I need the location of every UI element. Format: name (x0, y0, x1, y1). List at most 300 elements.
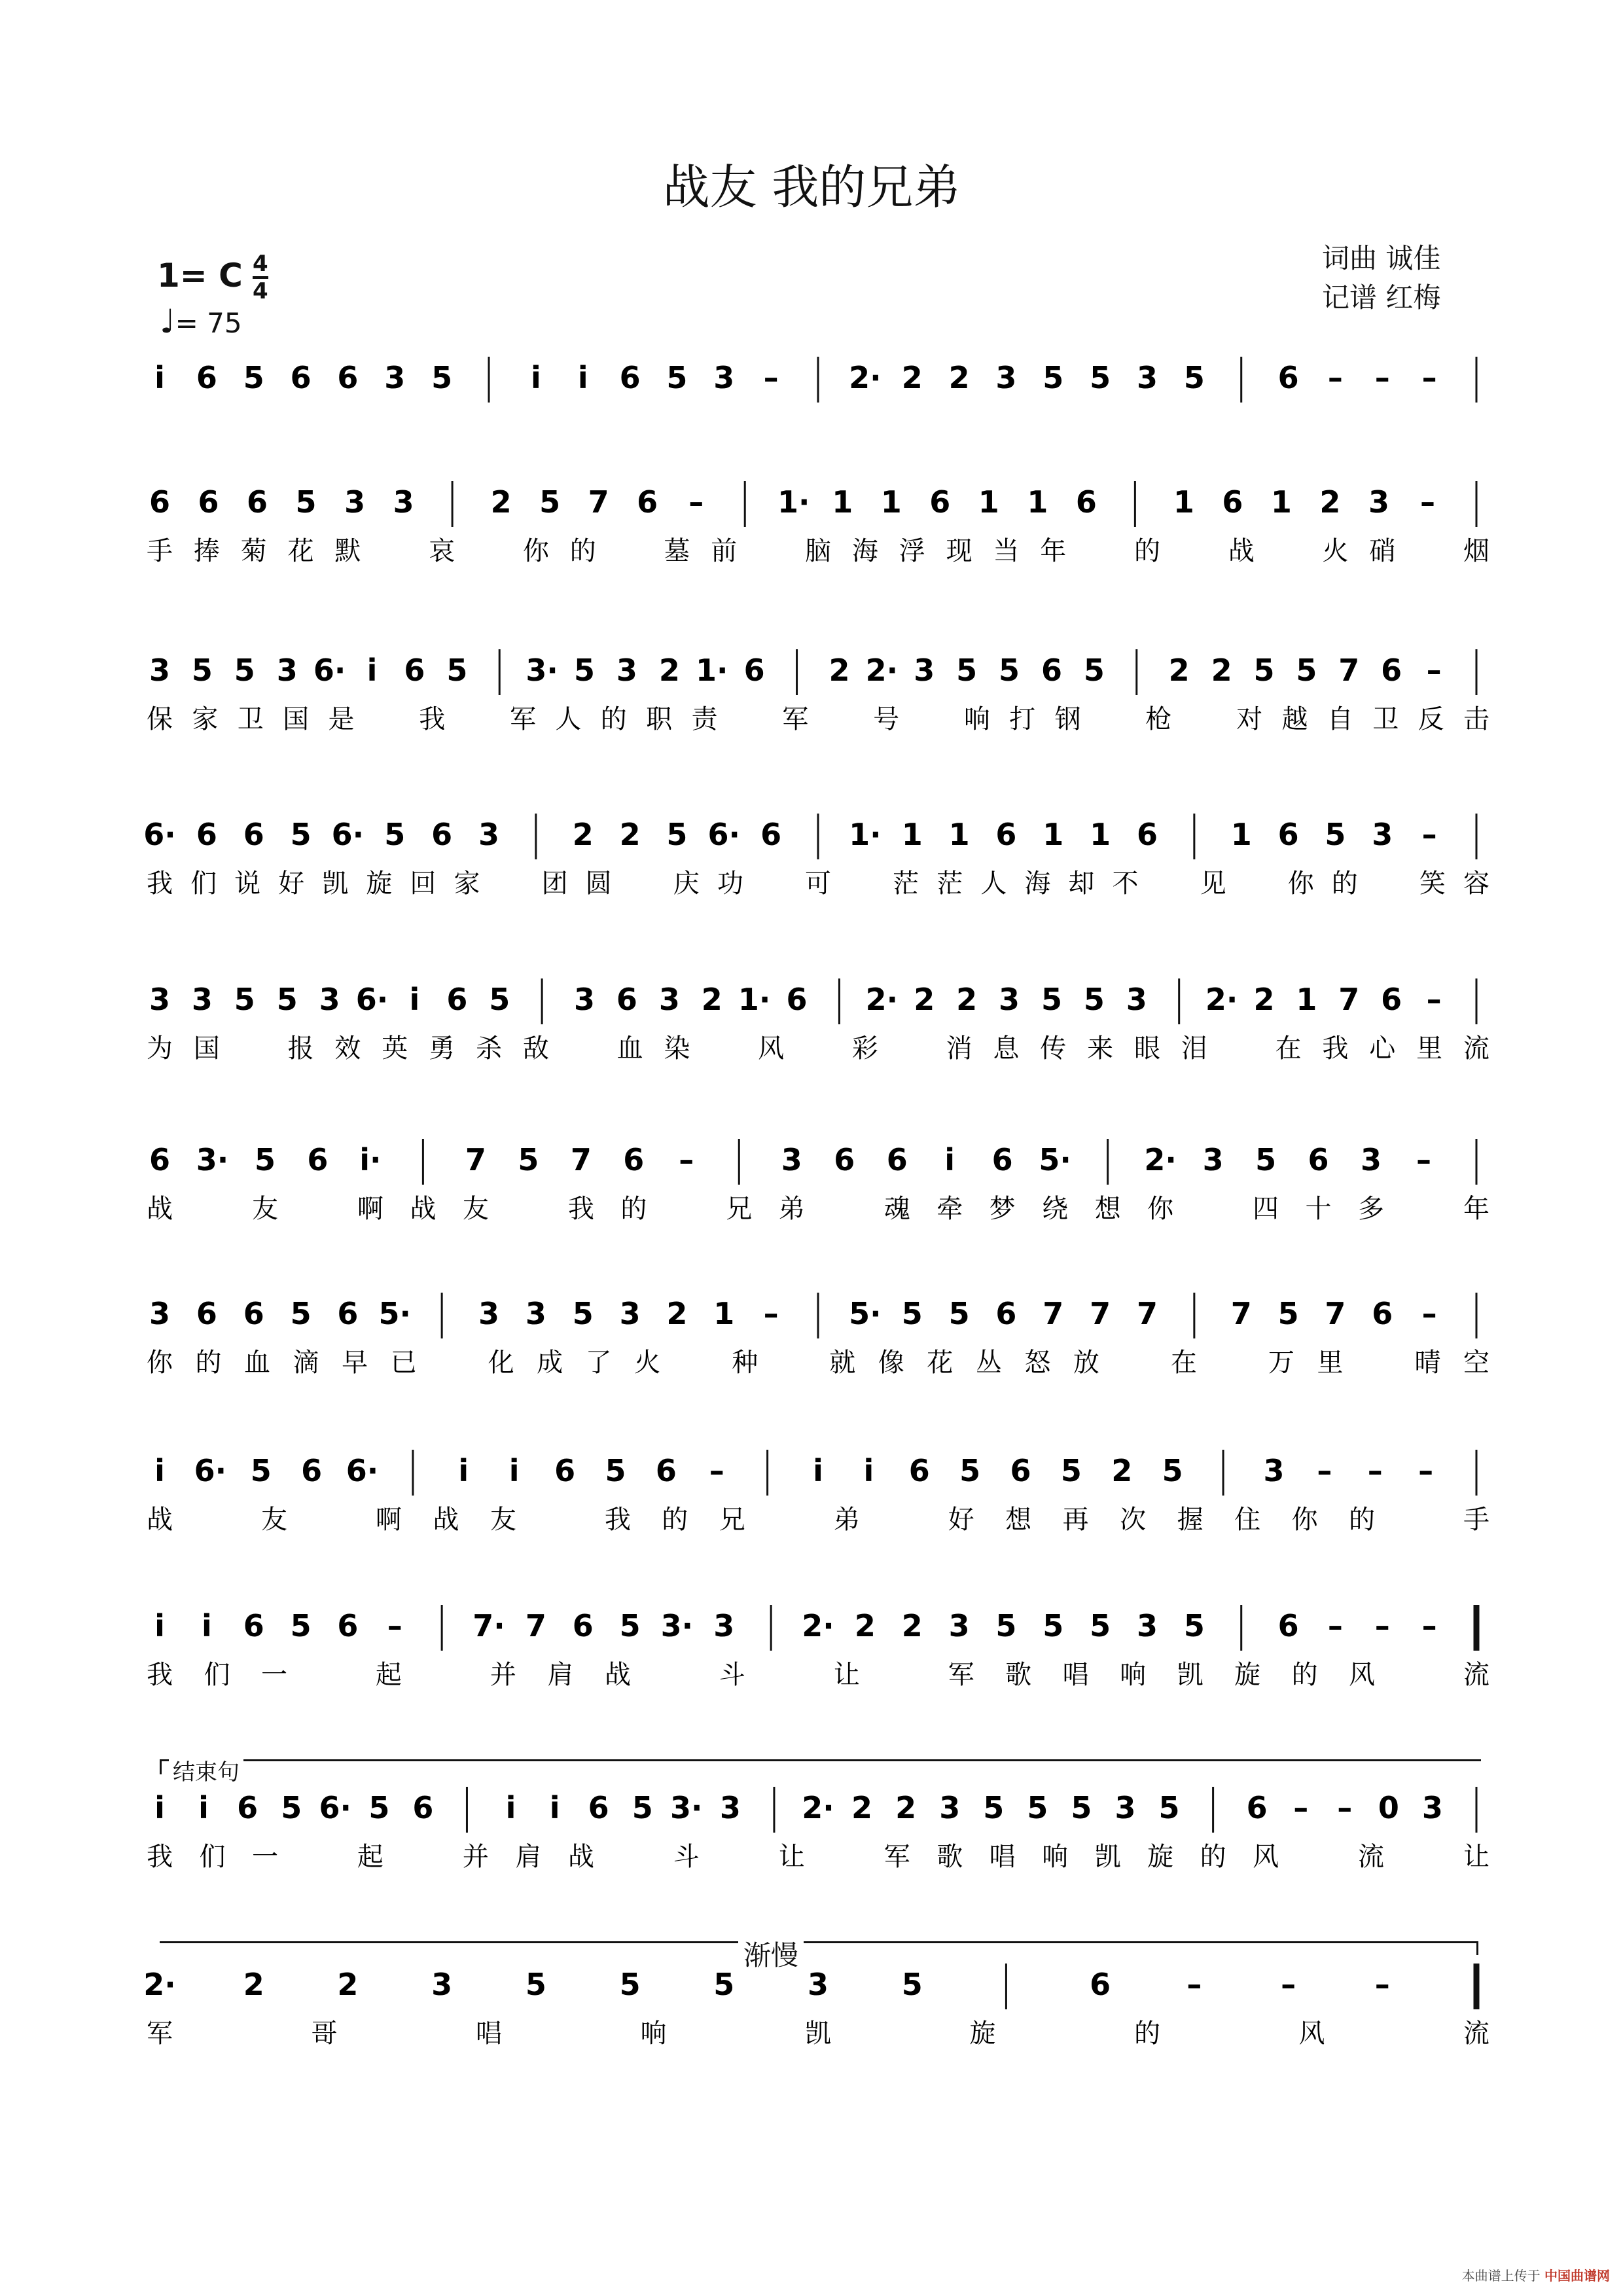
lyric-char: 对 (1236, 704, 1263, 734)
note-token: 6 (1222, 484, 1243, 520)
footer-text: 本曲谱上传于 (1461, 2268, 1541, 2284)
note-token: i (154, 1790, 165, 1825)
note-token: 5 (539, 484, 561, 520)
lyric-char: 反 (1418, 704, 1444, 734)
note-token: 6 (1277, 817, 1299, 852)
note-token: 2 (243, 1967, 264, 2002)
lyric-char: 就 (829, 1348, 856, 1378)
lyric-char: 眼 (1134, 1033, 1160, 1064)
lyric-char: 泪 (1181, 1033, 1207, 1064)
score-system (147, 1139, 1489, 1224)
note-token: 5 (234, 982, 255, 1017)
lyric-char: 捧 (193, 536, 220, 566)
note-token: 6 (1090, 1967, 1111, 2002)
score-system (154, 357, 1476, 403)
lyric-char: 唱 (476, 2018, 502, 2049)
note-token: 3 (658, 982, 680, 1017)
note-token: 1 (978, 484, 999, 520)
lyric-char: 军 (948, 1660, 974, 1690)
lyric-char: 丛 (975, 1348, 1002, 1378)
lyric-char: 响 (963, 704, 990, 734)
lyric-char: 响 (640, 2018, 667, 2049)
lyric-char: 并 (462, 1842, 489, 1872)
note-token: 2 (1253, 982, 1275, 1017)
note-token: 5 (290, 817, 312, 852)
note-token: 3 (713, 360, 735, 395)
page-footer (1462, 2265, 1610, 2284)
note-token: 5 (368, 1790, 390, 1825)
note-token: 5 (713, 1967, 735, 2002)
lyric-char: 我 (419, 704, 446, 734)
lyric-char: 唱 (989, 1842, 1016, 1872)
note-token: 5 (431, 360, 453, 395)
note-token: i (458, 1453, 469, 1488)
lyric-char: 号 (873, 704, 900, 734)
lyric-char: 好 (278, 869, 305, 899)
note-token: 5 (1043, 360, 1064, 395)
lyric-char: 英 (382, 1033, 408, 1064)
lyric-char: 消 (946, 1033, 972, 1064)
lyric-char: 可 (805, 869, 831, 899)
note-token: 6 (1277, 360, 1299, 395)
note-token: 1 (1296, 982, 1317, 1017)
lyric-char: 化 (488, 1348, 514, 1378)
lyric-char: 职 (646, 704, 673, 734)
note-token: 3 (914, 653, 935, 688)
lyric-char: 的 (569, 536, 596, 566)
lyric-char: 们 (199, 1842, 226, 1872)
note-token: 6 (1381, 982, 1402, 1017)
lyric-char: 传 (1040, 1033, 1067, 1064)
lyric-char: 军 (147, 2018, 173, 2049)
note-token: 3 (149, 1296, 171, 1331)
note-token: 2 (1168, 653, 1190, 688)
note-token: 5 (999, 653, 1020, 688)
note-token: 5 (384, 817, 406, 852)
note-token: – (1293, 1790, 1309, 1825)
lyric-char: 国 (283, 704, 310, 734)
lyric-char: 你 (1147, 1194, 1174, 1224)
note-token: 6· (355, 982, 389, 1017)
note-token: 2 (658, 653, 680, 688)
note-token: 3 (478, 817, 500, 852)
lyric-char: 风 (1253, 1842, 1279, 1872)
note-token: 6 (243, 1296, 264, 1331)
note-token: 6 (198, 484, 219, 520)
lyric-char: 勇 (429, 1033, 455, 1064)
note-token: 6 (1075, 484, 1097, 520)
lyric-char: 我 (147, 1660, 173, 1690)
note-token: 5 (995, 1608, 1017, 1643)
note-token: 6 (307, 1142, 329, 1177)
note-token: 3 (1136, 360, 1158, 395)
lyric-char: 哀 (429, 536, 455, 566)
lyric-char: 人 (980, 869, 1007, 899)
lyric-char: 放 (1073, 1348, 1099, 1378)
note-token: 5 (1083, 982, 1105, 1017)
site-logo: 中国曲谱网 (1544, 2268, 1610, 2284)
note-token: 5 (1183, 360, 1205, 395)
note-token: 6 (412, 1790, 434, 1825)
lyric-char: 们 (204, 1660, 230, 1690)
lyric-char: 凯 (805, 2018, 831, 2049)
note-token: 1 (1230, 817, 1252, 852)
note-token: 1· (695, 653, 728, 688)
note-token: 6 (1041, 653, 1062, 688)
note-token: 5 (281, 1790, 302, 1825)
lyric-char: 梦 (989, 1194, 1016, 1224)
note-token: 2 (337, 1967, 359, 2002)
lyric-char: 的 (1200, 1842, 1226, 1872)
note-token: 3 (478, 1296, 500, 1331)
note-token: 6 (743, 653, 765, 688)
note-token: 7 (1338, 982, 1360, 1017)
note-token: 7 (525, 1608, 546, 1643)
note-token: 5 (250, 1453, 272, 1488)
note-token: 3 (995, 360, 1017, 395)
note-token: 2 (829, 653, 850, 688)
note-token: 5 (1041, 982, 1062, 1017)
lyric-char: 歌 (936, 1842, 963, 1872)
note-token: 6 (588, 1790, 609, 1825)
lyric-char: 我 (147, 869, 173, 899)
note-token: 3 (149, 653, 171, 688)
ritardando-label: 渐慢 (738, 1934, 804, 1973)
lyric-char: 握 (1177, 1505, 1204, 1535)
lyric-char: 战 (433, 1505, 459, 1535)
lyric-char: 血 (244, 1348, 271, 1378)
note-token: – (763, 360, 779, 395)
note-token: i (201, 1608, 212, 1643)
lyric-char: 的 (1134, 536, 1160, 566)
lyric-char: 弟 (778, 1194, 805, 1224)
note-token: 2 (1111, 1453, 1133, 1488)
note-token: 6 (1277, 1608, 1299, 1643)
lyric-char: 让 (833, 1660, 860, 1690)
lyric-char: 手 (147, 536, 173, 566)
ending-section-bracket (160, 1759, 1481, 1774)
note-token: 3 (1421, 1790, 1443, 1825)
lyric-char: 敌 (522, 1033, 549, 1064)
note-token: 6 (929, 484, 951, 520)
lyric-char: 好 (948, 1505, 974, 1535)
note-token: 7· (473, 1608, 505, 1643)
note-token: 6 (237, 1790, 259, 1825)
note-token: i· (359, 1142, 382, 1177)
lyric-char: 让 (1463, 1842, 1489, 1872)
lyric-char: 的 (620, 1194, 647, 1224)
lyric-char: 起 (375, 1660, 402, 1690)
note-token: 6 (301, 1453, 323, 1488)
note-token: 3 (1115, 1790, 1136, 1825)
note-token: i (154, 1608, 165, 1643)
note-token: 3· (196, 1142, 229, 1177)
note-token: 5 (295, 484, 317, 520)
note-token: 3 (1263, 1453, 1285, 1488)
note-token: 7 (465, 1142, 486, 1177)
lyric-char: 肩 (515, 1842, 542, 1872)
note-token: 6 (446, 982, 468, 1017)
lyric-char: 笑 (1419, 869, 1446, 899)
lyric-char: 战 (567, 1842, 594, 1872)
lyric-char: 茫 (893, 869, 919, 899)
note-token: 3· (670, 1790, 703, 1825)
note-token: 6· (194, 1453, 227, 1488)
lyric-char: 晴 (1414, 1348, 1441, 1378)
lyric-char: 让 (778, 1842, 805, 1872)
note-token: 1 (832, 484, 853, 520)
lyric-char: 了 (585, 1348, 612, 1378)
lyric-char: 像 (878, 1348, 904, 1378)
ritardando-bracket (160, 1941, 1478, 1955)
note-token: 2 (956, 982, 978, 1017)
lyric-char: 你 (1287, 869, 1314, 899)
note-token: i (505, 1790, 516, 1825)
score-system (147, 1605, 1489, 1690)
note-token: 6 (908, 1453, 930, 1488)
lyric-char: 旋 (969, 2018, 996, 2049)
lyric-char: 响 (1042, 1842, 1069, 1872)
note-token: 1· (738, 982, 771, 1017)
note-token: 6 (1372, 1296, 1393, 1331)
note-token: 5 (948, 1296, 970, 1331)
note-token: 6 (243, 1608, 264, 1643)
note-token: 2 (572, 817, 594, 852)
lyric-char: 彩 (851, 1033, 878, 1064)
lyric-char: 你 (522, 536, 549, 566)
lyric-char: 多 (1358, 1194, 1385, 1224)
note-token: 1 (948, 817, 970, 852)
lyric-char: 硝 (1369, 536, 1396, 566)
lyric-char: 流 (1358, 1842, 1385, 1872)
lyric-char: 友 (260, 1505, 287, 1535)
ending-section-label: 结束句 (169, 1754, 243, 1786)
note-token: 5 (518, 1142, 539, 1177)
note-token: 3 (525, 1296, 546, 1331)
lyric-char: 斗 (719, 1660, 745, 1690)
lyric-char: 在 (1170, 1348, 1197, 1378)
lyric-char: 早 (342, 1348, 368, 1378)
note-token: i (366, 653, 378, 688)
note-token: 5 (276, 982, 298, 1017)
note-token: 1 (1027, 484, 1048, 520)
note-token: 6 (623, 1142, 645, 1177)
note-token: 5 (605, 1453, 626, 1488)
transcriber-credit: 记谱 红梅 (1322, 281, 1441, 314)
note-token: 2· (1205, 982, 1238, 1017)
lyric-char: 种 (732, 1348, 758, 1378)
lyric-char: 风 (1349, 1660, 1376, 1690)
lyric-char: 现 (946, 536, 972, 566)
note-token: 6 (1246, 1790, 1268, 1825)
note-token: – (1186, 1967, 1202, 2002)
note-token: 5 (666, 817, 688, 852)
note-token: 3 (393, 484, 414, 520)
note-token: 1 (901, 817, 923, 852)
note-token: – (679, 1142, 694, 1177)
note-token: 6 (404, 653, 425, 688)
lyric-char: 怒 (1024, 1348, 1051, 1378)
note-token: 6 (1381, 653, 1402, 688)
note-token: – (1418, 1453, 1434, 1488)
score-system (147, 1450, 1489, 1535)
page-title: 战友 我的兄弟 (662, 160, 961, 215)
time-signature-bottom: 4 (253, 278, 268, 304)
note-token: 5 (1277, 1296, 1299, 1331)
note-token: 5 (619, 1608, 641, 1643)
note-token: 5 (959, 1453, 981, 1488)
note-token: – (1426, 982, 1442, 1017)
note-token: 6 (337, 1296, 359, 1331)
note-token: 5· (849, 1296, 882, 1331)
lyric-char: 越 (1281, 704, 1308, 734)
lyric-char: 脑 (805, 536, 831, 566)
lyric-char: 心 (1369, 1033, 1396, 1064)
lyric-char: 斗 (673, 1842, 700, 1872)
lyric-char: 的 (600, 704, 627, 734)
lyric-char: 的 (1349, 1505, 1376, 1535)
lyric-char: 风 (1298, 2018, 1325, 2049)
note-token: 2· (802, 1608, 834, 1643)
note-token: 6 (760, 817, 782, 852)
lyric-char: 保 (147, 704, 173, 734)
lyric-char: 为 (147, 1033, 173, 1064)
note-token: 2· (143, 1967, 176, 2002)
lyric-char: 团 (541, 869, 568, 899)
note-token: 5 (666, 360, 688, 395)
note-token: 6 (243, 817, 264, 852)
note-token: 3 (1136, 1608, 1158, 1643)
lyric-char: 凯 (322, 869, 349, 899)
note-token: 3 (807, 1967, 829, 2002)
lyric-char: 凯 (1094, 1842, 1121, 1872)
lyric-char: 战 (604, 1660, 631, 1690)
note-token: 6 (995, 1296, 1017, 1331)
note-token: 2· (849, 360, 882, 395)
note-token: 7 (588, 484, 609, 520)
note-token: 5 (1090, 1608, 1111, 1643)
note-token: 2· (865, 982, 899, 1017)
note-token: 6 (554, 1453, 576, 1488)
lyric-char: 里 (1416, 1033, 1443, 1064)
lyric-char: 庆 (673, 869, 700, 899)
lyric-char: 流 (1463, 2018, 1489, 2049)
note-token: 3 (344, 484, 366, 520)
note-token: i (198, 1790, 209, 1825)
note-token: 6· (313, 653, 346, 688)
quarter-note-icon: ♩ (160, 302, 175, 340)
note-token: – (1374, 360, 1390, 395)
note-token: 3 (574, 982, 596, 1017)
note-token: 3 (999, 982, 1020, 1017)
note-token: 6 (290, 360, 312, 395)
note-token: 5 (956, 653, 978, 688)
note-token: 3 (191, 982, 213, 1017)
lyric-char: 当 (993, 536, 1020, 566)
note-token: 2 (854, 1608, 876, 1643)
lyric-char: 我 (147, 1842, 173, 1872)
note-token: – (1327, 1608, 1343, 1643)
lyric-char: 浮 (899, 536, 925, 566)
lyric-char: 在 (1275, 1033, 1302, 1064)
note-token: 6· (143, 817, 176, 852)
score-system (147, 978, 1489, 1064)
lyric-char: 魂 (883, 1194, 910, 1224)
note-token: 5 (1253, 653, 1275, 688)
note-token: 6 (995, 817, 1017, 852)
note-token: 3 (1202, 1142, 1224, 1177)
note-token: 5 (525, 1967, 546, 2002)
note-token: i (577, 360, 588, 395)
lyric-char: 流 (1463, 1033, 1489, 1064)
note-token: 7 (570, 1142, 592, 1177)
lyric-char: 绕 (1042, 1194, 1069, 1224)
note-token: 1 (880, 484, 902, 520)
lyric-char: 息 (993, 1033, 1020, 1064)
lyric-char: 你 (1291, 1505, 1318, 1535)
note-token: 5· (378, 1296, 412, 1331)
note-token: i (154, 1453, 165, 1488)
score-system (147, 649, 1489, 734)
note-token: 1· (777, 484, 810, 520)
note-token: 3 (1368, 484, 1389, 520)
note-token: 6 (149, 484, 171, 520)
note-token: 6 (1136, 817, 1158, 852)
lyric-char: 前 (711, 536, 738, 566)
lyric-char: 报 (287, 1033, 314, 1064)
lyric-char: 我 (604, 1505, 631, 1535)
lyric-char: 旋 (1234, 1660, 1261, 1690)
note-token: 3· (526, 653, 558, 688)
note-token: 3 (619, 1296, 641, 1331)
lyric-char: 墓 (664, 536, 690, 566)
note-token: 6 (786, 982, 808, 1017)
note-token: 6 (337, 1608, 359, 1643)
note-token: 5 (1183, 1608, 1205, 1643)
note-token: 5· (1039, 1142, 1071, 1177)
lyric-char: 旋 (1147, 1842, 1174, 1872)
note-token: 2 (948, 360, 970, 395)
note-token: 5 (1027, 1790, 1048, 1825)
note-token: 3 (431, 1967, 453, 2002)
note-token: – (1281, 1967, 1296, 2002)
lyric-char: 花 (927, 1348, 954, 1378)
lyric-char: 击 (1463, 704, 1489, 734)
note-token: – (1421, 1608, 1437, 1643)
lyric-char: 一 (251, 1842, 278, 1872)
note-token: 6 (247, 484, 268, 520)
note-token: 1 (1270, 484, 1292, 520)
lyric-char: 四 (1253, 1194, 1279, 1224)
lyric-char: 海 (1024, 869, 1051, 899)
lyric-char: 凯 (1177, 1660, 1204, 1690)
note-token: 5 (234, 653, 255, 688)
note-token: 3 (781, 1142, 802, 1177)
lyric-char: 打 (1009, 704, 1036, 734)
lyric-char: 的 (195, 1348, 222, 1378)
lyric-char: 肩 (547, 1660, 574, 1690)
lyric-char: 年 (1463, 1194, 1489, 1224)
note-token: 2· (802, 1790, 834, 1825)
lyric-char: 啊 (375, 1505, 402, 1535)
lyric-char: 家 (454, 869, 480, 899)
lyric-char: 钢 (1054, 704, 1081, 734)
lyric-char: 战 (147, 1505, 173, 1535)
note-token: 6· (319, 1790, 352, 1825)
note-token: 2· (1144, 1142, 1177, 1177)
note-token: 3 (319, 982, 340, 1017)
lyric-char: 容 (1463, 869, 1489, 899)
